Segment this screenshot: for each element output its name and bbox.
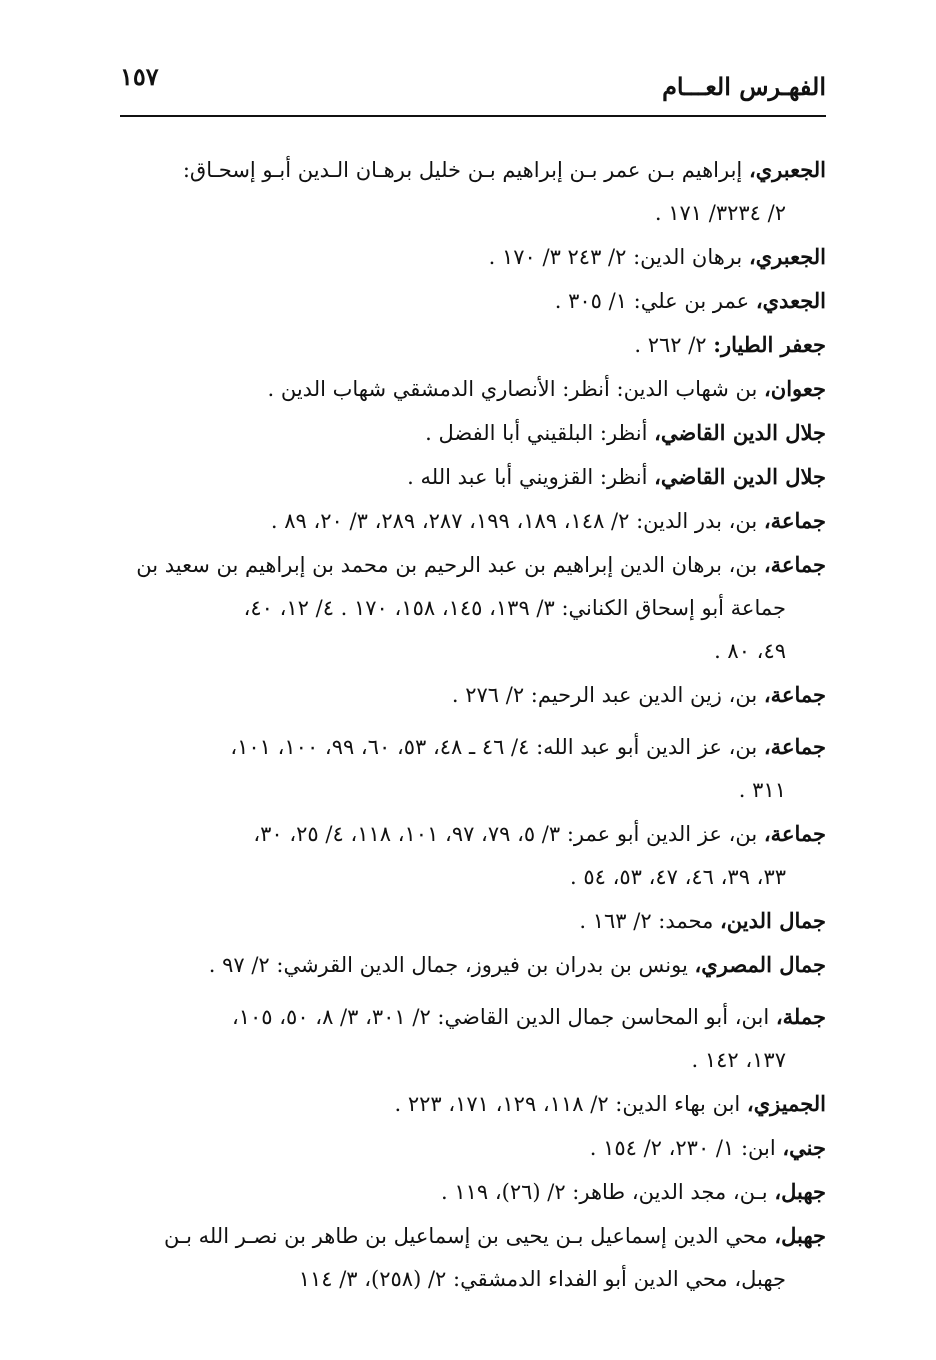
index-entry xyxy=(120,148,826,192)
index-entry xyxy=(120,235,826,279)
index-entry xyxy=(120,279,826,323)
entry-headword: جماعة، xyxy=(763,508,826,533)
entry-headword: الجعبري، xyxy=(748,157,826,182)
entry-text: أنظر: البلقيني أبا الفضل . xyxy=(425,421,655,445)
index-entry xyxy=(120,1126,826,1170)
index-entry xyxy=(120,411,826,455)
entry-headword: جماعة، xyxy=(763,734,826,759)
entry-headword: جماعة، xyxy=(763,682,826,707)
entry-headword: الجعبري، xyxy=(748,244,826,269)
entry-headword: جماعة، xyxy=(763,821,826,846)
index-entry xyxy=(120,995,826,1039)
entry-text: محمد: ٢/ ١٦٣ . xyxy=(579,909,721,933)
entry-headword: الجميزي، xyxy=(746,1091,826,1116)
index-entry xyxy=(120,367,826,411)
entry-text: بـن، مجد الدين، طاهر: ٢/ (٢٦)، ١١٩ . xyxy=(440,1180,775,1204)
entry-text: ٢/ ٢٦٢ . xyxy=(634,333,714,357)
index-entry xyxy=(120,1170,826,1214)
entry-headword: جلال الدين القاضي، xyxy=(654,420,826,445)
index-entry xyxy=(120,725,826,769)
entry-text: يونس بن بدران بن فيروز، جمال الدين القرشي: ٢/ ٩٧ . xyxy=(208,953,695,977)
entry-headword: جمال الدين، xyxy=(720,908,826,933)
entry-continuation: ١٣٧، ١٤٢ . xyxy=(691,1048,786,1072)
entry-continuation: ٢/ ٣٢٣٤/ ١٧١ . xyxy=(654,201,786,225)
entry-headword: جلال الدين القاضي، xyxy=(654,464,826,489)
entry-text: بن شهاب الدين: أنظر: الأنصاري الدمشقي شهاب الدين . xyxy=(267,377,764,401)
entry-continuation: ٣١١ . xyxy=(738,778,786,802)
entry-text: أنظر: القزويني أبا عبد الله . xyxy=(407,465,655,489)
index-entries xyxy=(120,148,826,1301)
entry-headword: جملة، xyxy=(775,1004,826,1029)
entry-headword: الجعدي، xyxy=(755,288,826,313)
running-title: الفهـرس العـــام xyxy=(662,72,826,101)
index-entry xyxy=(120,812,826,856)
entry-headword: جماعة، xyxy=(763,552,826,577)
entry-headword: جهبل، xyxy=(774,1223,826,1248)
entry-text: بن، زين الدين عبد الرحيم: ٢/ ٢٧٦ . xyxy=(451,683,764,707)
entry-text: ابن بهاء الدين: ٢/ ١١٨، ١٢٩، ١٧١، ٢٢٣ . xyxy=(394,1092,747,1116)
entry-text: بن، بدر الدين: ٢/ ١٤٨، ١٨٩، ١٩٩، ٢٨٧، ٢٨٩، ٣/ ٢٠، ٨٩ . xyxy=(270,509,764,533)
entry-headword: جهبل، xyxy=(774,1179,826,1204)
page-number: ١٥٧ xyxy=(120,62,159,91)
entry-text: ابن: ١/ ٢٣٠، ٢/ ١٥٤ . xyxy=(589,1136,783,1160)
header-rule xyxy=(120,115,826,117)
index-entry xyxy=(120,543,826,587)
index-entry xyxy=(120,943,826,987)
entry-text: إبراهيم بـن عمر بـن إبراهيم بـن خليل برهـان الـدين أبـو إسحـاق: xyxy=(182,158,749,182)
entry-text: ابن، أبو المحاسن جمال الدين القاضي: ٢/ ٣٠١، ٣/ ٨، ٥٠، ١٠٥، xyxy=(231,1005,776,1029)
entry-continuation: ٤٩، ٨٠ . xyxy=(714,639,786,663)
entry-text: بن، برهان الدين إبراهيم بن عبد الرحيم بن محمد بن إبراهيم بن سعيد بن xyxy=(136,553,764,577)
index-entry xyxy=(120,323,826,367)
index-entry xyxy=(120,673,826,717)
index-entry xyxy=(120,899,826,943)
entry-subline: جماعة أبو إسحاق الكناني: ٣/ ١٣٩، ١٤٥، ١٥٨، ١٧٠ . ٤/ ١٢، ٤٠، xyxy=(243,596,786,620)
index-entry xyxy=(120,455,826,499)
entry-text: محي الدين إسماعيل بـن يحيى بن إسماعيل بن طاهر بن نصـر الله بـن xyxy=(163,1224,775,1248)
entry-headword: جعفر الطيار: xyxy=(713,332,826,357)
entry-subline: جهبل، محي الدين أبو الفداء الدمشقي: ٢/ (٢٥٨)، ٣/ ١١٤ xyxy=(298,1267,786,1291)
page-header xyxy=(120,58,826,118)
entry-headword: جمال المصري، xyxy=(694,952,826,977)
entry-text: بن، عز الدين أبو عمر: ٣/ ٥، ٧٩، ٩٧، ١٠١، ١١٨، ٤/ ٢٥، ٣٠، xyxy=(253,822,764,846)
entry-text: عمر بن علي: ١/ ٣٠٥ . xyxy=(554,289,756,313)
index-entry xyxy=(120,1082,826,1126)
entry-headword: جني، xyxy=(782,1135,826,1160)
index-entry xyxy=(120,499,826,543)
entry-continuation: ٣٣، ٣٩، ٤٦، ٤٧، ٥٣، ٥٤ . xyxy=(570,865,786,889)
entry-headword: جعوان، xyxy=(764,376,826,401)
entry-text: برهان الدين: ٢/ ٢٤٣ ٣/ ١٧٠ . xyxy=(488,245,749,269)
index-entry xyxy=(120,1214,826,1258)
entry-text: بن، عز الدين أبو عبد الله: ٤/ ٤٦ ـ ٤٨، ٥٣، ٦٠، ٩٩، ١٠٠، ١٠١، xyxy=(230,735,764,759)
